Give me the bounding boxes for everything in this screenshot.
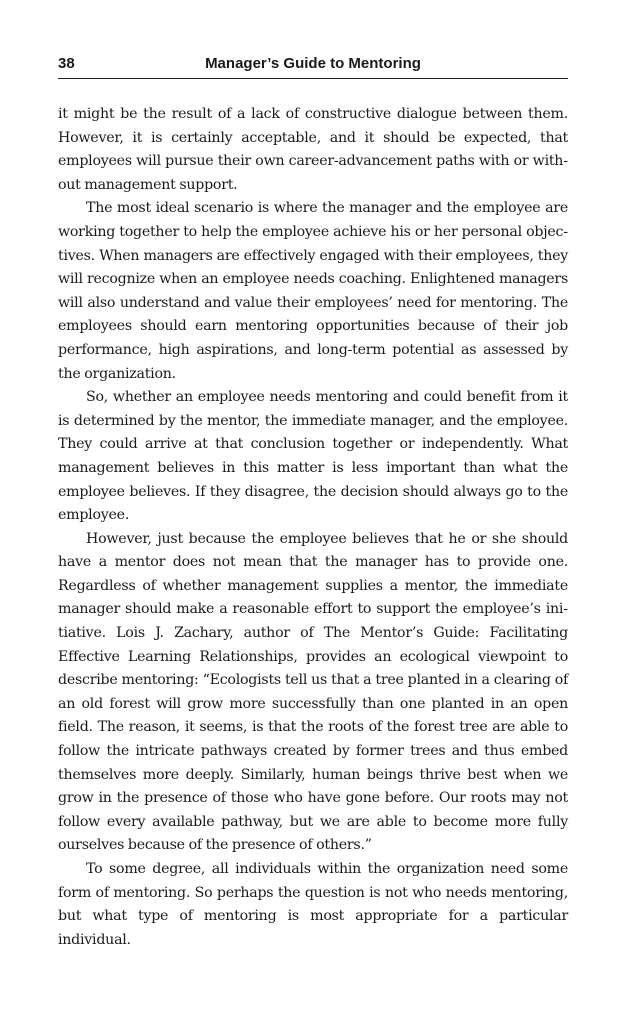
paragraph-1: it might be the result of a lack of constructive dialogue between them. However, it is certainly acceptable, and it should be expected, that employees will pursue their own career-advancement paths with or without management support. [58,106,568,193]
body-text [58,103,568,952]
paragraph-2: The most ideal scenario is where the manager and the employee are working together to help the employee achieve his or her personal objectives. When managers are effectively engaged with their employees, they will recognize when an employee needs coaching. Enlightened managers will also understand and value their employees’ need for mentoring. The employees should earn mentoring opportunities because of their job performance, high aspirations, and long-term potential as assessed by the organization. [58,200,568,382]
paragraph-4: However, just because the employee believes that he or she should have a mentor does not mean that the manager has to provide one. Regardless of whether management supplies a mentor, the immediate manager should make a reasonable effort to support the employee’s initiative. Lois J. Zachary, author of The Mentor’s Guide: Facilitating Effective Learning Relationships, provides an ecological viewpoint to describe mentoring: “Ecologists tell us that a tree planted in a clearing of an old forest will grow more successfully than one planted in an open field. The reason, it seems, is that the roots of the forest tree are able to follow the intricate pathways created by former trees and thus embed themselves more deeply. Similarly, human beings thrive best when we grow in the presence of those who have gone before. Our roots may not follow every available pathway, but we are able to become more fully ourselves because of the presence of others.” [58,530,568,854]
page-number: 38 [58,55,75,72]
paragraph-5: To some degree, all individuals within the organization need some form of mentoring. So perhaps the question is not who needs mentoring, but what type of mentoring is most appropriate for a particular individual. [58,861,568,948]
running-header [58,50,568,79]
book-page [58,50,568,952]
book-title: Manager’s Guide to Mentoring [205,55,421,72]
paragraph-3: So, whether an employee needs mentoring and could benefit from it is determined by the mentor, the immediate manager, and the employee. They could arrive at that conclusion together or independently. What management believes in this matter is less important than what the employee believes. If they disagree, the decision should always go to the employee. [58,389,568,524]
